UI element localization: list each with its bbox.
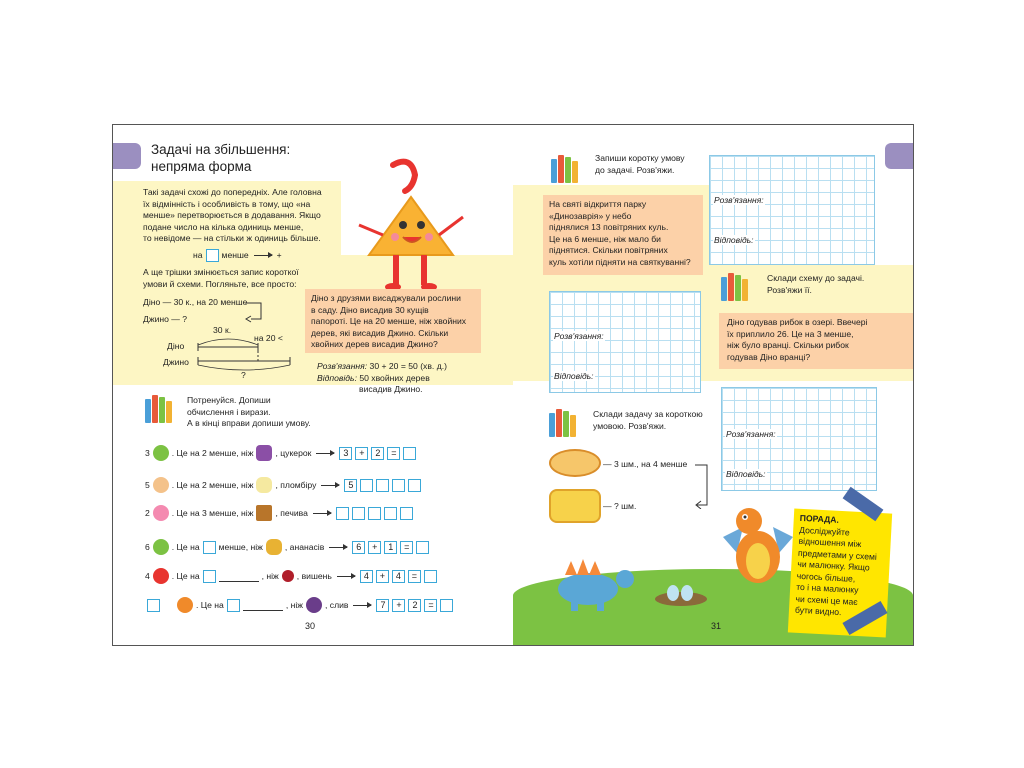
row-text: . Це на xyxy=(196,600,224,610)
exercise-instruction xyxy=(187,395,311,430)
row-text: . Це на xyxy=(171,571,200,581)
answer-cell[interactable] xyxy=(424,570,437,583)
answer-cell[interactable]: 7 xyxy=(376,599,389,612)
intro-text-2 xyxy=(143,267,343,290)
nest-eggs-illustration xyxy=(653,577,709,607)
short-condition xyxy=(143,297,247,325)
short-line-1: Діно — 30 к., на 20 менше xyxy=(143,297,248,307)
answer-cell[interactable]: 2 xyxy=(371,447,384,460)
exercise-row-6 xyxy=(147,595,453,615)
row-object: , слив xyxy=(325,600,349,610)
strawberry-icon xyxy=(153,568,169,584)
answer-cell[interactable] xyxy=(360,479,373,492)
exercise-line: обчислення і вирази. xyxy=(187,406,271,417)
answer-cell[interactable]: 4 xyxy=(392,570,405,583)
book-spread xyxy=(112,124,914,646)
row-object: , ананасів xyxy=(284,542,325,552)
answer-cell[interactable] xyxy=(440,599,453,612)
grid-task3-answer-label: Відповідь: xyxy=(726,469,766,479)
scheme-dino-label: Діно xyxy=(167,341,185,351)
input-box[interactable] xyxy=(147,599,160,612)
grid-task2-solution-label: Розв'язання: xyxy=(554,331,604,341)
row-text: . Це на 2 менше, ніж xyxy=(171,448,254,458)
arrow-icon xyxy=(321,485,339,486)
answer-cell[interactable] xyxy=(416,541,429,554)
task1-box xyxy=(543,195,703,275)
row-object: , печива xyxy=(275,508,308,518)
row-object: , цукерок xyxy=(275,448,312,458)
answer-cell[interactable]: = xyxy=(424,599,437,612)
rule-menshe: менше xyxy=(221,249,249,260)
task-line: Це на 6 менше, ніж мало би xyxy=(549,233,661,244)
grid-task1-answer-label: Відповідь: xyxy=(714,235,754,245)
apple-icon xyxy=(153,539,169,555)
tip-line: відношення між xyxy=(798,535,862,550)
exercise-row-4 xyxy=(145,537,429,557)
tip-line: предметами у схемі xyxy=(797,547,878,562)
short-bracket xyxy=(243,301,267,323)
task-line: піднятися. Скільки повітряних xyxy=(549,245,668,255)
popsicle-icon xyxy=(256,477,272,493)
task-line: годував Діно вранці? xyxy=(727,351,811,362)
exercise-row-2 xyxy=(145,475,421,495)
arrow-icon xyxy=(353,605,371,606)
input-box[interactable] xyxy=(227,599,240,612)
page-number-right: 31 xyxy=(711,621,722,631)
rule-plus: + xyxy=(276,249,282,260)
answer-cell[interactable] xyxy=(408,479,421,492)
arrow-icon xyxy=(337,576,355,577)
cookie-icon xyxy=(256,505,272,521)
page-number-left: 30 xyxy=(305,621,316,631)
answer-text-2: висадив Джино. xyxy=(359,384,423,394)
instruction-line: до задачі. Розв'яжи. xyxy=(595,164,675,175)
intro2-line: А ще трішки змінюється запис короткої xyxy=(143,267,299,277)
plum-icon xyxy=(306,597,322,613)
answer-cell[interactable]: 4 xyxy=(360,570,373,583)
answer-cell[interactable]: = xyxy=(387,447,400,460)
books-icon xyxy=(145,395,179,423)
intro-line: то невідоме — на стільки ж одиниць більше. xyxy=(143,233,321,243)
instruction-line: Склади схему до задачі. xyxy=(767,273,865,283)
input-box[interactable] xyxy=(203,570,216,583)
answer-cell[interactable]: 3 xyxy=(339,447,352,460)
left-page-tab xyxy=(113,143,141,169)
dragon-illustration xyxy=(713,497,803,593)
row-text: . Це на xyxy=(171,542,200,552)
blank-line[interactable] xyxy=(243,600,283,611)
intro2-line: умови й схеми. Погляньте, все просто: xyxy=(143,278,297,289)
scheme-question: ? xyxy=(241,370,246,380)
answer-label: Відповідь: xyxy=(317,372,357,383)
task-line: їх приплило 26. Це на 3 менше, xyxy=(727,328,854,339)
pizza-icon xyxy=(549,449,601,477)
arrow-icon xyxy=(316,453,334,454)
title-line-1: Задачі на збільшення: xyxy=(151,142,291,157)
answer-cell[interactable]: + xyxy=(368,541,381,554)
cupcake-icon xyxy=(153,505,169,521)
ice-cream-icon xyxy=(153,477,169,493)
task-line: На святі відкриття парку xyxy=(549,199,647,209)
cherry-icon xyxy=(282,570,294,582)
task-line: Діно з друзями висаджували рослини xyxy=(311,293,461,303)
answer-cell[interactable]: 1 xyxy=(384,541,397,554)
instruction-line: Розв'яжи її. xyxy=(767,284,812,295)
task-line: Діно годував рибок в озері. Ввечері xyxy=(727,317,868,327)
row-number: 2 xyxy=(145,508,150,518)
grid-task1[interactable] xyxy=(709,155,875,265)
books-icon xyxy=(549,409,583,437)
answer-cell[interactable]: = xyxy=(408,570,421,583)
task-line: в саду. Діно висадив 30 кущів xyxy=(311,304,429,315)
triangle-character xyxy=(353,155,473,295)
tip-line: чи малюнку. Якщо xyxy=(797,558,870,573)
row-text: . Це на 3 менше, ніж xyxy=(171,508,254,518)
task-line: піднялися 13 повітряних куль. xyxy=(549,222,669,232)
tip-line: чогось більше, xyxy=(796,570,856,584)
instruction-line: Склади задачу за короткою xyxy=(593,409,703,419)
row-object: , пломбіру xyxy=(275,480,317,490)
tip-line: Досліджуйте xyxy=(798,524,850,537)
books-icon xyxy=(551,155,585,183)
task2-instruction xyxy=(767,273,864,296)
row-text: . Це на 2 менше, ніж xyxy=(171,480,254,490)
exercise-row-5 xyxy=(145,566,437,586)
answer-cell[interactable] xyxy=(403,447,416,460)
solution-label: Розв'язання: xyxy=(317,361,368,371)
short-a: — 3 шм., на 4 менше xyxy=(603,459,688,469)
row-text-2: менше, ніж xyxy=(218,542,263,552)
rule-na: на xyxy=(193,249,203,260)
rule-row xyxy=(193,249,282,262)
task-box-dino-plants xyxy=(305,289,481,353)
task-line: «Динозаврія» у небо xyxy=(549,210,632,221)
task3-instruction xyxy=(593,409,703,432)
tip-line: то і на малюнку xyxy=(795,581,859,595)
candy-icon xyxy=(256,445,272,461)
tip-line: чи схемі це має xyxy=(795,593,859,607)
grid-task2-answer-label: Відповідь: xyxy=(554,371,594,381)
input-box[interactable] xyxy=(203,541,216,554)
exercise-line: А в кінці вправи допиши умову. xyxy=(187,418,311,428)
blank-line[interactable] xyxy=(219,571,259,582)
exercise-row-3 xyxy=(145,503,413,523)
task-line: куль хотіли підняти на святкуванні? xyxy=(549,256,691,267)
lollipop-icon xyxy=(153,445,169,461)
task-line: хвойних дерев висадив Джино? xyxy=(311,339,438,349)
arrow-icon xyxy=(329,547,347,548)
title-line-2: непряма форма xyxy=(151,159,252,174)
exercise-line: Потренуйся. Допиши xyxy=(187,395,271,405)
short-bracket-right xyxy=(693,463,713,509)
scheme-top-label: 30 к. xyxy=(213,325,232,335)
stegosaurus-illustration xyxy=(543,555,643,615)
answer-cell[interactable]: = xyxy=(400,541,413,554)
task-line: дерев, які висадив Джино. Скільки xyxy=(311,327,449,338)
right-page-tab xyxy=(885,143,913,169)
worked-solution xyxy=(317,361,497,396)
intro-line: подане число на кілька одиниць менше, xyxy=(143,221,304,232)
grid-task3-solution-label: Розв'язання: xyxy=(726,429,776,439)
instruction-line: умовою. Розв'яжи. xyxy=(593,420,667,431)
row-text-2: , ніж xyxy=(285,600,304,610)
answer-cell[interactable]: + xyxy=(392,599,405,612)
short-b: — ? шм. xyxy=(603,501,637,511)
answer-cell[interactable] xyxy=(336,507,349,520)
scheme-dzhyno-label: Джино xyxy=(163,357,189,367)
instruction-line: Запиши коротку умову xyxy=(595,153,685,163)
rule-arrow xyxy=(254,255,272,256)
answer-cell[interactable] xyxy=(384,507,397,520)
answer-cell[interactable] xyxy=(376,479,389,492)
exercise-row-1 xyxy=(145,443,416,463)
task2-box xyxy=(719,313,913,369)
row-number: 5 xyxy=(145,480,150,490)
intro-line: Такі задачі схожі до попередніх. Але головна xyxy=(143,187,322,197)
task-line: папороті. Це на 20 менше, ніж хвойних xyxy=(311,316,467,326)
answer-cell[interactable]: + xyxy=(355,447,368,460)
answer-cell[interactable]: 2 xyxy=(408,599,421,612)
row-number: 3 xyxy=(145,448,150,458)
row-text-2: , ніж xyxy=(261,571,279,581)
task-line: ніж було вранці. Скільки рибок xyxy=(727,340,849,350)
answer-cell[interactable]: 5 xyxy=(344,479,357,492)
answer-cell[interactable] xyxy=(368,507,381,520)
tip-title: ПОРАДА. xyxy=(799,512,840,525)
answer-cell[interactable] xyxy=(400,507,413,520)
intro-text xyxy=(143,187,343,245)
cake-icon xyxy=(549,489,601,523)
row-number: 4 xyxy=(145,571,150,581)
row-object: , вишень xyxy=(296,571,332,581)
row-number: 6 xyxy=(145,542,150,552)
page-title xyxy=(151,141,290,175)
intro-line: менше» перетворюється в додавання. Якщо xyxy=(143,210,321,220)
answer-cell[interactable]: + xyxy=(376,570,389,583)
task1-instruction xyxy=(595,153,685,176)
tip-line: бути видно. xyxy=(794,604,842,618)
arrow-icon xyxy=(313,513,331,514)
answer-cell[interactable] xyxy=(392,479,405,492)
answer-cell[interactable] xyxy=(352,507,365,520)
pineapple-icon xyxy=(266,539,282,555)
solution-text: 30 + 20 = 50 (хв. д.) xyxy=(367,361,447,371)
answer-cell[interactable]: 6 xyxy=(352,541,365,554)
scheme-diagram xyxy=(195,331,295,375)
scheme-na20-label: на 20 < xyxy=(254,333,283,343)
answer-text: 50 хвойних дерев xyxy=(356,372,430,383)
rule-box[interactable] xyxy=(206,249,219,262)
short-line-2: Джино — ? xyxy=(143,313,188,324)
grid-task1-solution-label: Розв'язання: xyxy=(714,195,764,205)
intro-line: їх відмінність і особливість в тому, що «на xyxy=(143,198,311,209)
books-icon xyxy=(721,273,755,301)
apricot-icon xyxy=(177,597,193,613)
